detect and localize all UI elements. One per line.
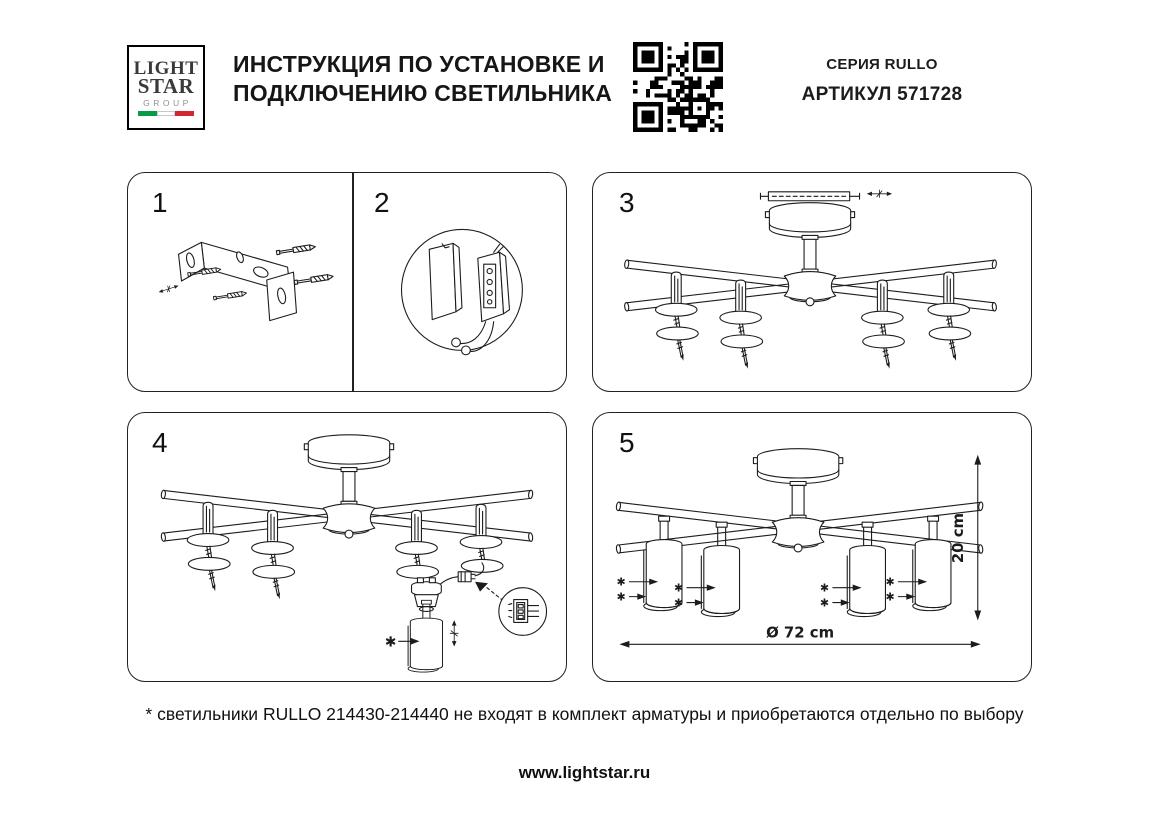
ceiling-canopy <box>765 203 854 306</box>
footnote: * светильники RULLO 214430-214440 не входят в комплект арматуры и приобретаются отдельно по выбору <box>145 704 1024 724</box>
step-number-2: 2 <box>374 187 390 218</box>
step-number-3: 3 <box>619 187 635 218</box>
title-line-1: ИНСТРУКЦИЯ ПО УСТАНОВКЕ И <box>233 51 605 77</box>
step-5-drawing <box>593 413 1031 681</box>
step-number-1: 1 <box>152 187 168 218</box>
svg-text:✱: ✱ <box>674 581 684 595</box>
adjust-arrow-symbol <box>450 620 458 646</box>
svg-text:✱: ✱ <box>885 590 895 604</box>
svg-text:✱: ✱ <box>819 581 830 595</box>
lamp-holder-assembly <box>408 563 502 672</box>
svg-text:✱: ✱ <box>819 596 830 610</box>
article-label: АРТИКУЛ 571728 <box>801 84 963 105</box>
asterisk-mark: ✱ <box>384 634 397 651</box>
panel-step-5 <box>592 412 1032 682</box>
italian-flag-bar <box>138 111 194 116</box>
step-number-4: 4 <box>152 427 168 458</box>
panel-step-3 <box>592 172 1032 392</box>
dimension-height <box>949 455 981 621</box>
mounting-bar <box>760 190 892 201</box>
product-info <box>758 56 1006 106</box>
width-label: Ø 72 cm <box>766 623 835 642</box>
series-label: СЕРИЯ RULLO <box>826 56 938 73</box>
title-line-2: ПОДКЛЮЧЕНИЮ СВЕТИЛЬНИКА <box>233 80 613 106</box>
step-1-2-drawing <box>128 173 566 391</box>
svg-text:✱: ✱ <box>674 596 684 610</box>
height-label: 20 cm <box>948 512 967 564</box>
magnifier-terminal-detail <box>499 588 547 636</box>
step-3-drawing <box>593 173 1031 391</box>
svg-text:✱: ✱ <box>885 575 895 589</box>
logo-text-group: GROUP <box>143 97 192 108</box>
page-title <box>233 50 612 108</box>
dimension-width <box>619 623 980 647</box>
website-url: www.lightstar.ru <box>518 763 651 782</box>
logo-text-star: STAR <box>137 73 195 98</box>
ceiling-canopy <box>753 449 842 552</box>
lightstar-logo <box>127 45 205 130</box>
logo-text-light: LIGHT <box>133 57 199 79</box>
svg-text:✱: ✱ <box>616 575 626 589</box>
wiring-detail-drawing <box>402 229 523 354</box>
panel-step-4 <box>127 412 567 682</box>
svg-text:✱: ✱ <box>616 590 626 604</box>
qr-code-icon <box>633 42 723 132</box>
panel-steps-1-2 <box>127 172 567 392</box>
step-4-drawing <box>128 413 566 681</box>
step-number-5: 5 <box>619 427 635 458</box>
mounting-bracket-drawing <box>158 242 334 320</box>
